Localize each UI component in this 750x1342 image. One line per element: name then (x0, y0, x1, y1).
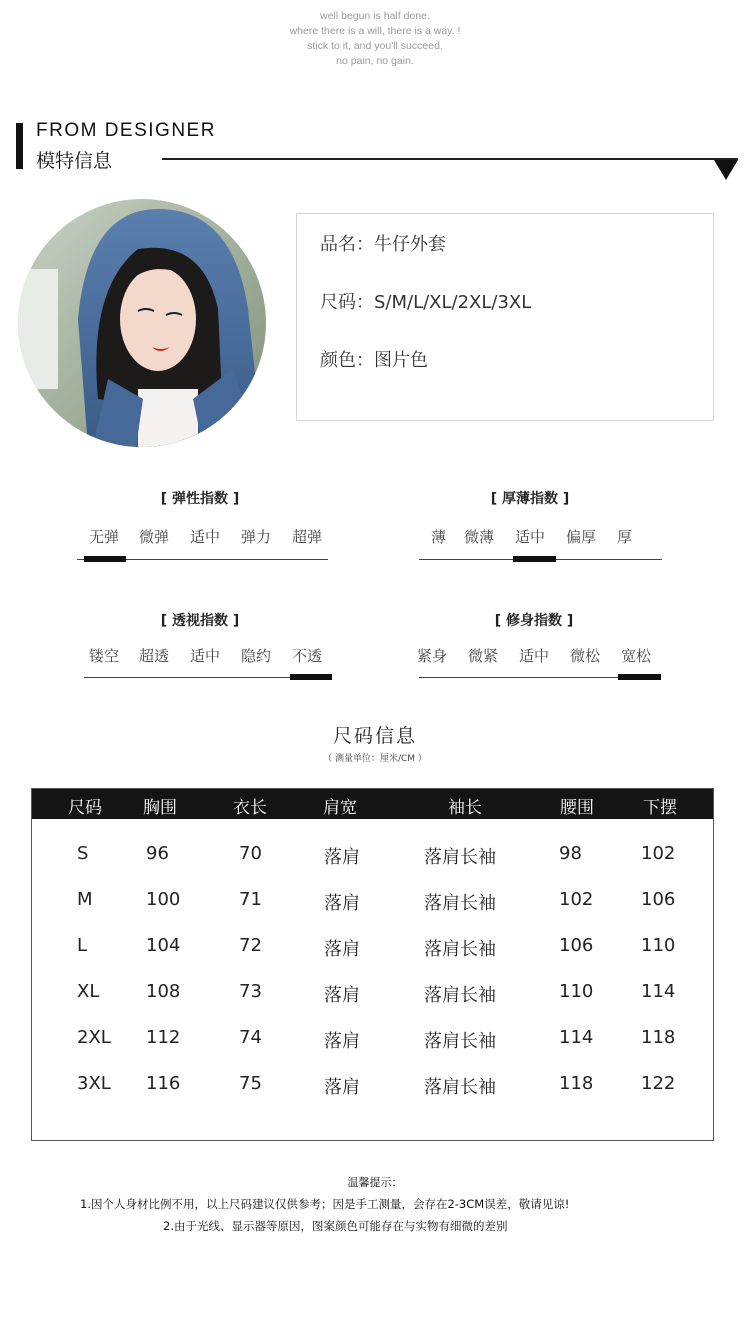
table-cell: 114 (641, 981, 676, 1002)
size-info-title: 尺码信息 (332, 725, 417, 747)
column-header: 胸围 (143, 798, 177, 818)
table-cell: 96 (146, 843, 169, 864)
transparency-option: 镂空 (89, 647, 120, 665)
table-cell: 落肩长袖 (424, 985, 496, 1006)
triangle-down-icon (714, 160, 738, 180)
table-cell: L (77, 935, 88, 956)
thickness-option: 薄 (431, 528, 447, 546)
transparency-option: 超透 (139, 647, 170, 665)
column-header: 尺码 (68, 798, 102, 818)
table-cell: 108 (146, 981, 181, 1002)
table-cell: 落肩长袖 (424, 939, 496, 960)
elasticity-index-title: [ 弹性指数 ] (160, 491, 240, 507)
table-cell: 落肩 (324, 1077, 360, 1098)
table-cell: 110 (559, 981, 594, 1002)
table-cell: 116 (146, 1073, 181, 1094)
column-header: 下摆 (643, 798, 677, 818)
elasticity-option: 弹力 (241, 528, 272, 546)
table-cell: S (77, 843, 89, 864)
table-cell: M (77, 889, 93, 910)
table-cell: 110 (641, 935, 676, 956)
transparency-selected-marker (290, 674, 332, 680)
table-cell: 112 (146, 1027, 181, 1048)
size-info-unit: （ 测量单位：厘米/CM ） (323, 754, 427, 764)
table-cell: 2XL (77, 1027, 111, 1048)
section-title-en: FROM DESIGNER (36, 120, 216, 141)
table-cell: 100 (146, 889, 181, 910)
elasticity-option: 微弹 (139, 528, 170, 546)
table-cell: 落肩长袖 (424, 847, 496, 868)
fit-selected-marker (618, 674, 661, 680)
table-cell: 106 (559, 935, 594, 956)
table-cell: 落肩 (324, 893, 360, 914)
table-cell: 3XL (77, 1073, 111, 1094)
section-accent-bar (16, 123, 23, 169)
table-cell: 落肩 (324, 1031, 360, 1052)
thickness-option: 偏厚 (566, 528, 597, 546)
thickness-option: 厚 (617, 528, 633, 546)
quote-line: no pain, no gain. (336, 55, 414, 67)
table-cell: 落肩 (324, 939, 360, 960)
table-cell: 118 (641, 1027, 676, 1048)
fit-option: 紧身 (417, 647, 448, 665)
table-cell: 102 (559, 889, 594, 910)
size-table-header (32, 789, 713, 819)
section-divider (162, 158, 738, 160)
transparency-option: 隐约 (241, 647, 272, 665)
column-header: 腰围 (560, 798, 594, 818)
table-cell: 落肩 (324, 985, 360, 1006)
quote-line: stick to it, and you'll succeed. (307, 40, 443, 52)
column-header: 衣长 (233, 798, 267, 818)
transparency-option: 适中 (190, 647, 221, 665)
fit-option: 适中 (519, 647, 550, 665)
column-header: 袖长 (448, 798, 482, 818)
table-cell: XL (77, 981, 100, 1002)
thickness-option: 微薄 (464, 528, 495, 546)
table-cell: 73 (239, 981, 262, 1002)
table-cell: 落肩长袖 (424, 1031, 496, 1052)
fit-option: 微松 (570, 647, 601, 665)
product-name: 品名：牛仔外套 (320, 234, 446, 255)
table-cell: 71 (239, 889, 262, 910)
product-color: 颜色：图片色 (320, 350, 428, 371)
table-cell: 118 (559, 1073, 594, 1094)
table-cell: 98 (559, 843, 582, 864)
table-cell: 106 (641, 889, 676, 910)
model-photo (18, 199, 266, 447)
notes-title: 温馨提示： (347, 1176, 403, 1189)
elasticity-selected-marker (84, 556, 126, 562)
table-cell: 落肩长袖 (424, 1077, 496, 1098)
fit-option: 宽松 (621, 647, 652, 665)
table-cell: 122 (641, 1073, 676, 1094)
elasticity-option: 超弹 (292, 528, 323, 546)
table-cell: 70 (239, 843, 262, 864)
table-cell: 72 (239, 935, 262, 956)
size-table (31, 788, 714, 1141)
table-cell: 74 (239, 1027, 262, 1048)
table-cell: 104 (146, 935, 181, 956)
thickness-selected-marker (513, 556, 556, 562)
fit-index-title: [ 修身指数 ] (494, 613, 574, 629)
table-cell: 75 (239, 1073, 262, 1094)
thickness-option: 适中 (515, 528, 546, 546)
column-header: 肩宽 (323, 798, 357, 818)
thickness-index-title: [ 厚薄指数 ] (490, 491, 570, 507)
quote-line: where there is a will, there is a way. ! (289, 25, 461, 37)
transparency-index-title: [ 透视指数 ] (160, 613, 240, 629)
product-info-box (296, 213, 714, 421)
fit-option: 微紧 (468, 647, 499, 665)
table-cell: 114 (559, 1027, 594, 1048)
table-cell: 落肩长袖 (424, 893, 496, 914)
transparency-option: 不透 (292, 647, 323, 665)
table-cell: 落肩 (324, 847, 360, 868)
quote-line: well begun is half done. (320, 10, 430, 22)
section-title-cn: 模特信息 (36, 150, 113, 172)
note-item: 1.因个人身材比例不用，以上尺码建议仅供参考；因是手工测量，会存在2-3CM误差，敬请见谅! (80, 1197, 570, 1211)
elasticity-option: 适中 (190, 528, 221, 546)
table-cell: 102 (641, 843, 676, 864)
elasticity-option: 无弹 (89, 528, 120, 546)
note-item: 2.由于光线、显示器等原因，图案颜色可能存在与实物有细微的差别 (163, 1219, 508, 1233)
product-size: 尺码：S/M/L/XL/2XL/3XL (320, 292, 532, 313)
